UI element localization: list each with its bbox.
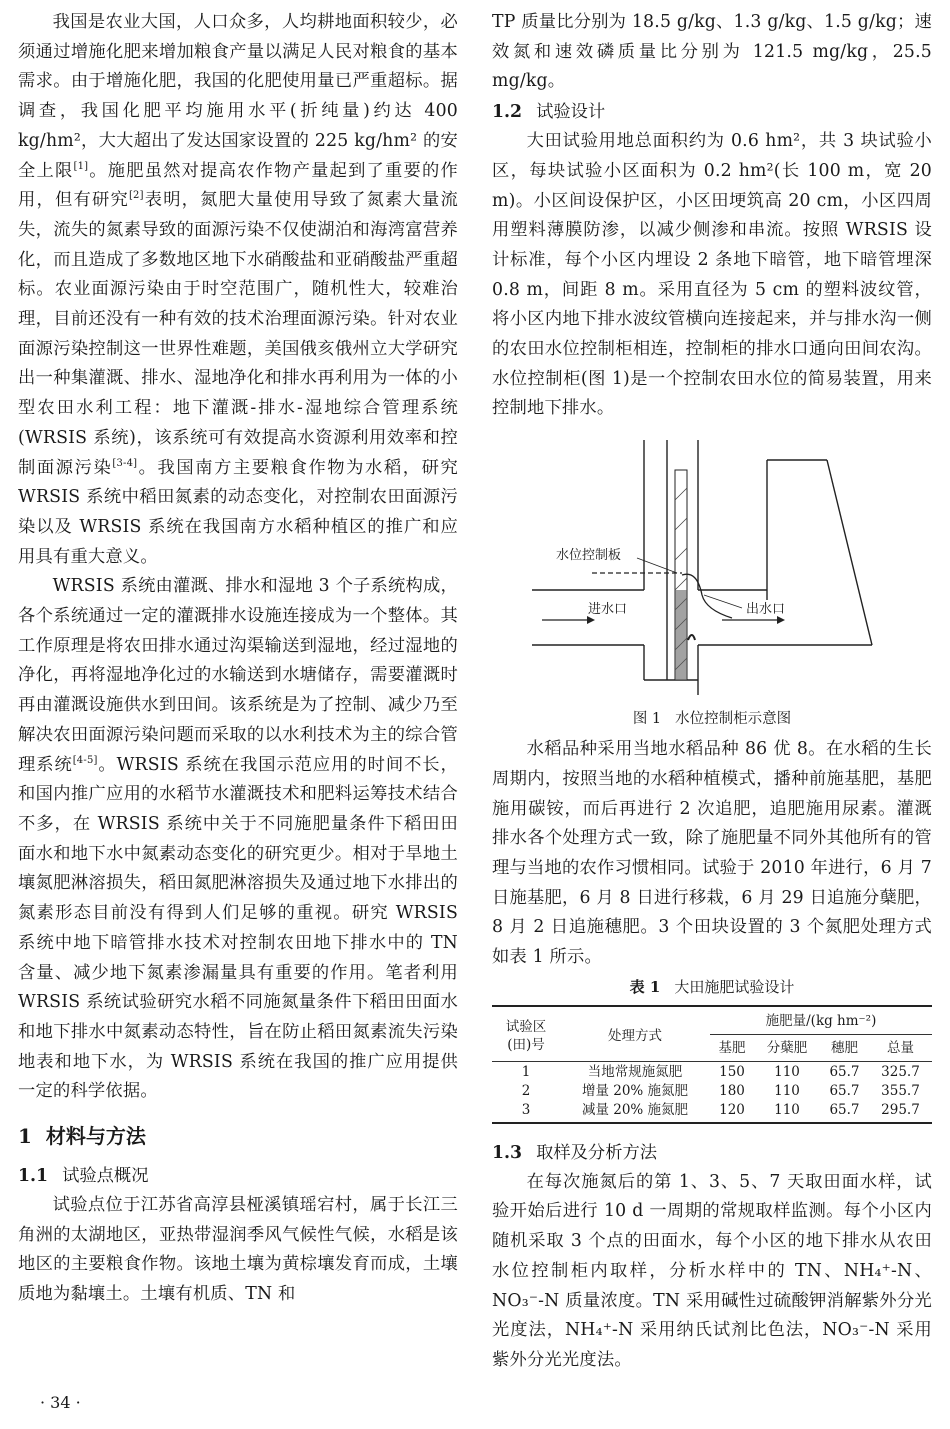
header-panicle: 穗肥 [820, 1034, 869, 1061]
soil-properties-paragraph: TP 质量比分别为 18.5 g/kg、1.3 g/kg、1.5 g/kg；速效氮和速效磷质量比分别为 121.5 mg/kg，25.5 mg/kg。 [492, 12, 932, 92]
design-paragraph: 大田试验用地总面积约为 0.6 hm²，共 3 块试验小区，每块试验小区面积为 0.2 hm²(长 100 m，宽 20 m)。小区间设保护区，小区田埂筑高 20 cm，小区四周用塑料薄膜防渗，以减少侧渗和串流。按照 WRSIS 设计标准，每个小区内埋设 2 条地下暗管，地下暗管埋深 0.8 m，间距 8 m。采用直径为 5 cm 的塑料波纹管，将小区内地下排水波纹管横向连接起来，并与排水沟一侧的农田水位控制柜相连，控制柜的排水口通向田间农沟。水位控制柜(图 1)是一个控制农田水位的简易装置，用来控制地下排水。 [492, 131, 932, 419]
header-amount: 施肥量/(kg hm⁻²) [710, 1006, 932, 1035]
header-basal: 基肥 [710, 1034, 754, 1061]
header-tiller: 分蘖肥 [754, 1034, 820, 1061]
intro-paragraph-2: WRSIS 系统由灌溉、排水和湿地 3 个子系统构成，各个系统通过一定的灌溉排水设施连接成为一个整体。其工作原理是将农田排水通过沟渠输送到湿地，经过湿地的净化，再将湿地净化过的水输送到水塘储存，需要灌溉时再由灌溉设施供水到田间。该系统是为了控制、减少乃至解决农田面源污染问题而采取的以水利技术为主的综合管理系统[4-5]。WRSIS 系统在我国示范应用的时间不长，和国内推广应用的水稻节水灌溉技术和肥料运筹技术结合不多，在 WRSIS 系统中关于不同施肥量条件下稻田田面水和地下水中氮素动态变化的研究更少。相对于旱地土壤氮肥淋溶损失，稻田氮肥淋溶损失及通过地下水排出的氮素形态目前没有得到人们足够的重视。研究 WRSIS 系统中地下暗管排水技术对控制农田地下排水中的 TN 含量、减少地下氮素渗漏量具有重要的作用。笔者利用 WRSIS 系统试验研究水稻不同施氮量条件下稻田田面水和地下排水中氮素动态特性，旨在防止稻田氮素流失污染地表和地下水，为 WRSIS 系统在我国的推广应用提供一定的科学依据。 [18, 576, 459, 1102]
citation-1: [1] [73, 160, 89, 172]
table-row: 3 减量 20% 施氮肥 120 110 65.7 295.7 [492, 1100, 932, 1123]
subsection-heading-1-3: 1.3 取样及分析方法 [492, 1142, 658, 1163]
table-1-caption: 表 1 大田施肥试验设计 [629, 977, 795, 996]
citation-2: [2] [128, 190, 144, 202]
right-column [492, 8, 932, 1376]
header-total: 总量 [869, 1034, 932, 1061]
fertilization-design-table [492, 1005, 932, 1124]
figure-1-caption: 图 1 水位控制柜示意图 [632, 711, 792, 728]
intro-paragraph-1: 我国是农业大国，人口众多，人均耕地面积较少，必须通过增施化肥来增加粮食产量以满足人民对粮食的基本需求。由于增施化肥，我国的化肥使用量已严重超标。据调查，我国化肥平均施用水平(折纯量)约达 400 kg/hm²，大大超出了发达国家设置的 225 kg/hm² 的安全上限[1]。施肥虽然对提高农作物产量起到了重要的作用，但有研究[2]表明，氮肥大量使用导致了氮素大量流失，流失的氮素导致的面源污染不仅使湖泊和海湾富营养化，而且造成了多数地区地下水硝酸盐和亚硝酸盐严重超标。农业面源污染由于时空范围广，随机性大，较难治理，目前还没有一种有效的技术治理面源污染。针对农业面源污染控制这一世界性难题，美国俄亥俄州立大学研究出一种集灌溉、排水、湿地净化和排水再利用为一体的小型农田水利工程：地下灌溉-排水-湿地综合管理系统(WRSIS 系统)，该系统可有效提高水资源利用效率和控制面源污染[3-4]。我国南方主要粮食作物为水稻，研究 WRSIS 系统中稻田氮素的动态变化，对控制农田面源污染以及 WRSIS 系统在我国南方水稻种植区的推广和应用具有重大意义。 [18, 12, 459, 567]
label-outlet: 出水口 [746, 602, 786, 618]
subsection-heading-1-1: 1.1 试验点概况 [18, 1166, 149, 1187]
table-row: 2 增量 20% 施氮肥 180 110 65.7 355.7 [521, 1082, 920, 1099]
table-row: 1 当地常规施氮肥 150 110 65.7 325.7 [521, 1063, 920, 1080]
sampling-paragraph: 在每次施氮后的第 1、3、5、7 天取田面水样，试验开始后进行 10 d 一周期的常规取样监测。每个小区内随机采取 3 个点的田面水，每个小区的地下排水从农田水位控制柜内取样，分析水样中的 TN、NH₄⁺-N、NO₃⁻-N 质量浓度。TN 采用碱性过硫酸钾消解紫外分光光度法，NH₄⁺-N 采用纳氏试剂比色法，NO₃⁻-N 采用紫外分光光度法。 [492, 1171, 932, 1370]
citation-4-5: [4-5] [72, 754, 98, 766]
label-inlet: 进水口 [588, 602, 628, 618]
header-plot: 试验区 (田)号 [492, 1006, 560, 1062]
site-description-paragraph: 试验点位于江苏省高淳县桠溪镇瑶宕村，属于长江三角洲的太湖地区，亚热带湿润季风气候性气候，水稻是该地区的主要粮食作物。该地土壤为黄棕壤发育而成，土壤质地为黏壤土。土壤有机质、TN 和 [18, 1195, 458, 1305]
figure-1-water-level-control-box [492, 440, 932, 695]
citation-3-4: [3-4] [112, 457, 138, 469]
left-column [18, 8, 458, 1310]
header-method: 处理方式 [560, 1006, 710, 1062]
page-number: · 34 · [40, 1393, 81, 1412]
label-control-plate: 水位控制板 [556, 548, 622, 564]
variety-paragraph: 水稻品种采用当地水稻品种 86 优 8。在水稻的生长周期内，按照当地的水稻种植模式，播种前施基肥，基肥施用碳铵，而后再进行 2 次追肥，追肥施用尿素。灌溉排水各个处理方式一致，除了施肥量不同外其他所有的管理与当地的农作习惯相同。试验于 2010 年进行，6 月 7 日施基肥，6 月 8 日进行移栽，6 月 29 日追施分蘖肥，8 月 2 日追施穗肥。3 个田块设置的 3 个氮肥处理方式如表 1 所示。 [492, 739, 932, 968]
section-heading-1: 1 材料与方法 [18, 1124, 146, 1149]
control-box-diagram [492, 440, 932, 695]
subsection-heading-1-2: 1.2 试验设计 [492, 102, 606, 123]
